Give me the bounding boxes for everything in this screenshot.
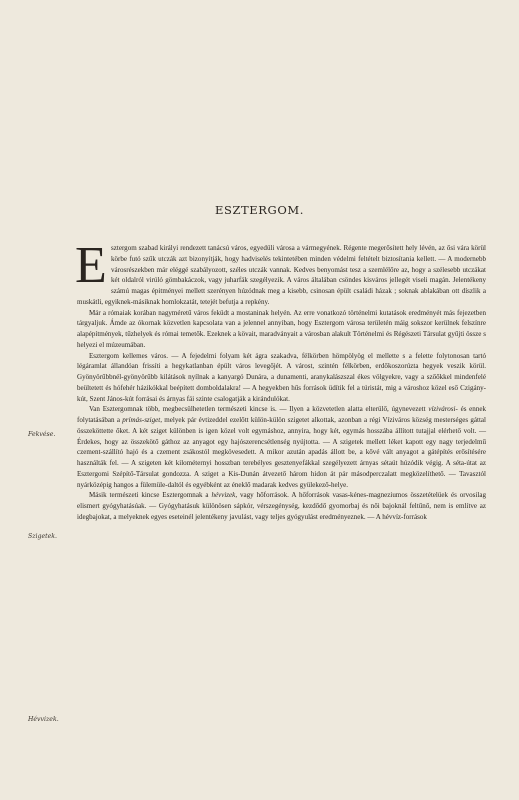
body-text bbox=[75, 237, 486, 523]
paragraph-islands bbox=[77, 404, 486, 490]
drop-cap: E bbox=[75, 237, 107, 294]
margin-note-hevvizek: Hévvizek. bbox=[28, 716, 59, 723]
emphasis: hévvizek bbox=[211, 491, 236, 500]
paragraph-location: Esztergom kellemes város. — A fejedelmi folyam két ágra szakadva, félkörben hömpölyög el mellette s a felette folytonosan tartó légáramlat állandóan frissíti a hegykatlanban épült város levegőjét. A várost, szintén félkörben, erdőkoszorúzta hegyek veszik körül. Gyönyörűbbnél-gyönyörűbb kilátások nyílnak a kanyargó Dunára, a dunamenti, aranykalászszal ékes völgyekre, vagy a szőőkkel mindenfelé beültetett és hófehér házikókkal beépített domboldalakra! — A hegyekben hűs források üdítik fel a túristát, mig a városhoz közel eső Czigány-kút, Szent János-kút forrásai és árnyas fái szinte csalogatják a kirándulókat. bbox=[77, 351, 486, 403]
paragraph-intro bbox=[75, 237, 486, 308]
text-run: , vagy hőforrások. A hőforrások vasas-kénes-magneziumos összetételüek és orvosilag elismert gyógyhatásúak. — Gyógyhatásuk különösen sápkór, vérszegénység, kezdődő gyomorbaj és női bajoknál feltűnő, nem is említve az idegbajokat, a melyeknek egyes eseteinél jelentékeny javulást, vagy teljes gyógyulást eredményeznek. — A hévvíz-források bbox=[77, 491, 486, 521]
text-run: és ennek folytatásában a bbox=[77, 405, 486, 424]
paragraph-history: Már a rómaiak korában nagyméretű város feküdt a mostaninak helyén. Az erre vonatkozó történelmi kutatások eredményét más fejezetben tárgyaljuk. Ámde az ókornak közvetlen kapcsolata van a jelennel annyiban, hogy Esztergom városa területén máig sokszor kerülnek felszínre alapépítmények, tűzhelyek és római temetők. Ezeknek a kövait, maradványait a városban alakult Történelmi és Régészeti Társulat gyűjti össze s helyezi el múzeumában. bbox=[77, 308, 486, 349]
margin-note-szigetek: Szigetek. bbox=[28, 533, 57, 540]
text-run: , melyek pár évtizeddel ezelőtt külön-külön szigetet alkottak, azonban a régi Víziváros község mesterséges gáttal összeköttette őket. A két sziget különben is igen közel volt egymáshoz, annyira, hogy két, egymás hosszába állított tutajjal elérhető volt. — Érdekes, hogy az összekötő gáthoz az anyagot egy hajószerencsétlenség nyújtotta. — A szigetek mellett léket kapott egy nagy terjedelmű czement-szállító hajó és a czement zsákostól megkövesedett. A mikor azután apadás állott be, a kővé vált anyagot a gátépítés erősítésére használták fel. — A szigeten két kilométernyi hosszban terebélyes gesztenyefákkal szegélyezett árnyas sétaút húzódik végig. A séta-útat az Esztergomi Szépítő-Társulat gondozza. A sziget a Kis-Dunán átvezető három hidon át pár másodperczalatt megközelíthető. — Tavasztól nyárközépig hangos a fülemüle-daltól és egyébként az éneklő madarak kedves gyülekező-helye. bbox=[77, 416, 486, 489]
text-run: Másik természeti kincse Esztergomnak a bbox=[89, 491, 212, 500]
page-title: ESZTERGOM. bbox=[214, 203, 305, 217]
paragraph-hot-springs bbox=[77, 490, 486, 522]
margin-note-fekvese: Fekvése. bbox=[28, 431, 56, 438]
paragraph-intro-text: sztergom szabad királyi rendezett tanácsú város, egyedüli városa a vármegyének. Régente megerősített hely lévén, az ősi vára körül körbe futó szűk utczák azt bizonyítják, hogy hadviselés tekintetében minden védelmi feltételt biztosítania kellett. — A modernebb városrészekben már eléggé szabályozott, széles utczák vannak. Kedves benyomást tesz a szemlélőre az, hogy a szélesebb utczákat két oldalról virúló gömbakáczok, vagy juharfák szegélyezik. A város általában csöndes kisváros jellegét viseli magán. Jelentékeny számú magas épitményei mellett szerényen húzódnak meg a kisebb, csinosan épült családi házak ; soknak ablakában ott díszlik a muskátli, egyiknek-másiknak homlokzatát, tetejét befutja a repkény. bbox=[77, 244, 486, 306]
text-run: Van Esztergomnak több, megbecsülhetetlen természeti kincse is. — Ilyen a közvetetlen alatta elterülő, úgynevezett bbox=[89, 405, 429, 414]
emphasis: prímás-sziget bbox=[122, 416, 161, 424]
emphasis: vízivárosi- bbox=[428, 405, 458, 414]
